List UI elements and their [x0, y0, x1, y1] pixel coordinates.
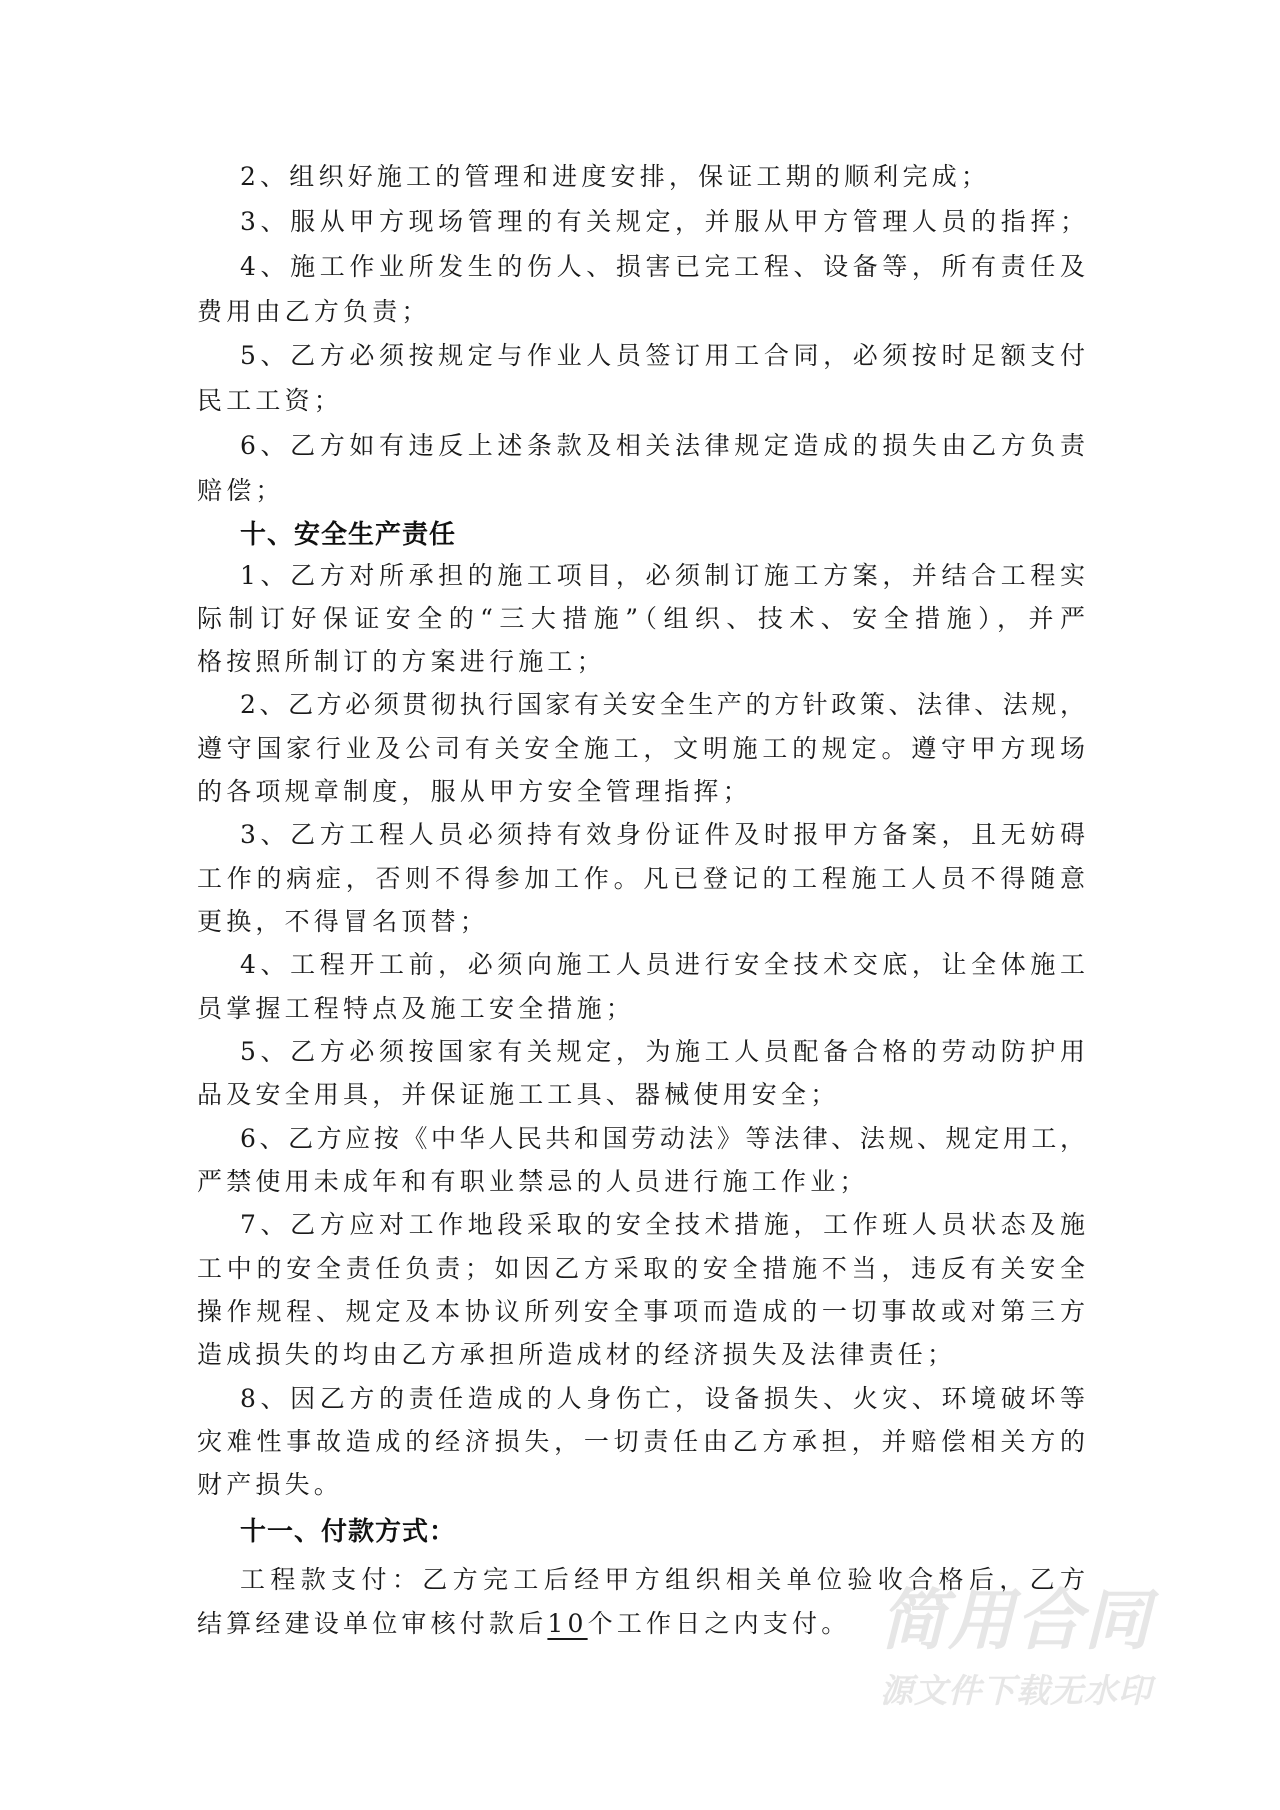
safety-clause-3-line-2: 工作的病症，否则不得参加工作。凡已登记的工程施工人员不得随意	[197, 864, 1085, 893]
watermark-brand: 简用合同	[880, 1582, 1152, 1659]
watermark-tagline: 源文件下载无水印	[880, 1671, 1152, 1710]
safety-clause-1-line-1: 1、乙方对所承担的施工项目，必须制订施工方案，并结合工程实	[240, 561, 1085, 590]
safety-clause-8-line-2: 灾难性事故造成的经济损失，一切责任由乙方承担，并赔偿相关方的	[197, 1427, 1085, 1456]
payment-days-value: 10	[547, 1609, 588, 1638]
safety-clause-6-line-1: 6、乙方应按《中华人民共和国劳动法》等法律、法规、规定用工，	[240, 1124, 1085, 1153]
safety-clause-3-line-1: 3、乙方工程人员必须持有效身份证件及时报甲方备案，且无妨碍	[240, 820, 1085, 849]
safety-clause-2-line-1: 2、乙方必须贯彻执行国家有关安全生产的方针政策、法律、法规，	[240, 690, 1085, 719]
safety-clause-4-line-2: 员掌握工程特点及施工安全措施；	[197, 994, 636, 1023]
clause-5-line-1: 5、乙方必须按规定与作业人员签订用工合同，必须按时足额支付	[240, 341, 1085, 370]
clause-2-line-1: 2、组织好施工的管理和进度安排，保证工期的顺利完成；	[240, 162, 991, 191]
clause-4-line-2: 费用由乙方负责；	[197, 297, 431, 326]
payment-text-after: 个工作日之内支付。	[587, 1609, 851, 1638]
payment-text-before: 结算经建设单位审核付款后	[197, 1609, 548, 1638]
payment-line-1: 工程款支付：乙方完工后经甲方组织相关单位验收合格后，乙方	[240, 1565, 1085, 1594]
safety-clause-8-line-3: 财产损失。	[197, 1470, 344, 1499]
safety-clause-7-line-4: 造成损失的均由乙方承担所造成材的经济损失及法律责任；	[197, 1340, 957, 1369]
payment-line-2	[197, 1606, 850, 1642]
safety-clause-4-line-1: 4、工程开工前，必须向施工人员进行安全技术交底，让全体施工	[240, 950, 1085, 979]
safety-clause-3-line-3: 更换，不得冒名顶替；	[197, 907, 490, 936]
safety-clause-6-line-2: 严禁使用未成年和有职业禁忌的人员进行施工作业；	[197, 1167, 869, 1196]
safety-clause-7-line-2: 工中的安全责任负责；如因乙方采取的安全措施不当，违反有关安全	[197, 1254, 1085, 1283]
clause-6-line-2: 赔偿；	[197, 476, 285, 505]
safety-clause-5-line-2: 品及安全用具，并保证施工工具、器械使用安全；	[197, 1080, 840, 1109]
section-11-heading: 十一、付款方式：	[240, 1517, 457, 1547]
safety-clause-2-line-2: 遵守国家行业及公司有关安全施工，文明施工的规定。遵守甲方现场	[197, 734, 1085, 763]
safety-clause-1-line-3: 格按照所制订的方案进行施工；	[197, 647, 606, 676]
safety-clause-7-line-1: 7、乙方应对工作地段采取的安全技术措施，工作班人员状态及施	[240, 1210, 1085, 1239]
clause-6-line-1: 6、乙方如有违反上述条款及相关法律规定造成的损失由乙方负责	[240, 431, 1085, 460]
clause-5-line-2: 民工工资；	[197, 386, 344, 415]
section-10-heading: 十、安全生产责任	[240, 520, 457, 550]
clause-4-line-1: 4、施工作业所发生的伤人、损害已完工程、设备等，所有责任及	[240, 252, 1085, 281]
safety-clause-2-line-3: 的各项规章制度，服从甲方安全管理指挥；	[197, 777, 752, 806]
safety-clause-7-line-3: 操作规程、规定及本协议所列安全事项而造成的一切事故或对第三方	[197, 1297, 1085, 1326]
clause-3-line-1: 3、服从甲方现场管理的有关规定，并服从甲方管理人员的指挥；	[240, 207, 1085, 236]
safety-clause-1-line-2: 际制订好保证安全的“三大措施”（组织、技术、安全措施），并严	[197, 604, 1085, 633]
safety-clause-8-line-1: 8、因乙方的责任造成的人身伤亡，设备损失、火灾、环境破坏等	[240, 1384, 1085, 1413]
safety-clause-5-line-1: 5、乙方必须按国家有关规定，为施工人员配备合格的劳动防护用	[240, 1037, 1085, 1066]
watermark	[880, 1582, 1200, 1711]
